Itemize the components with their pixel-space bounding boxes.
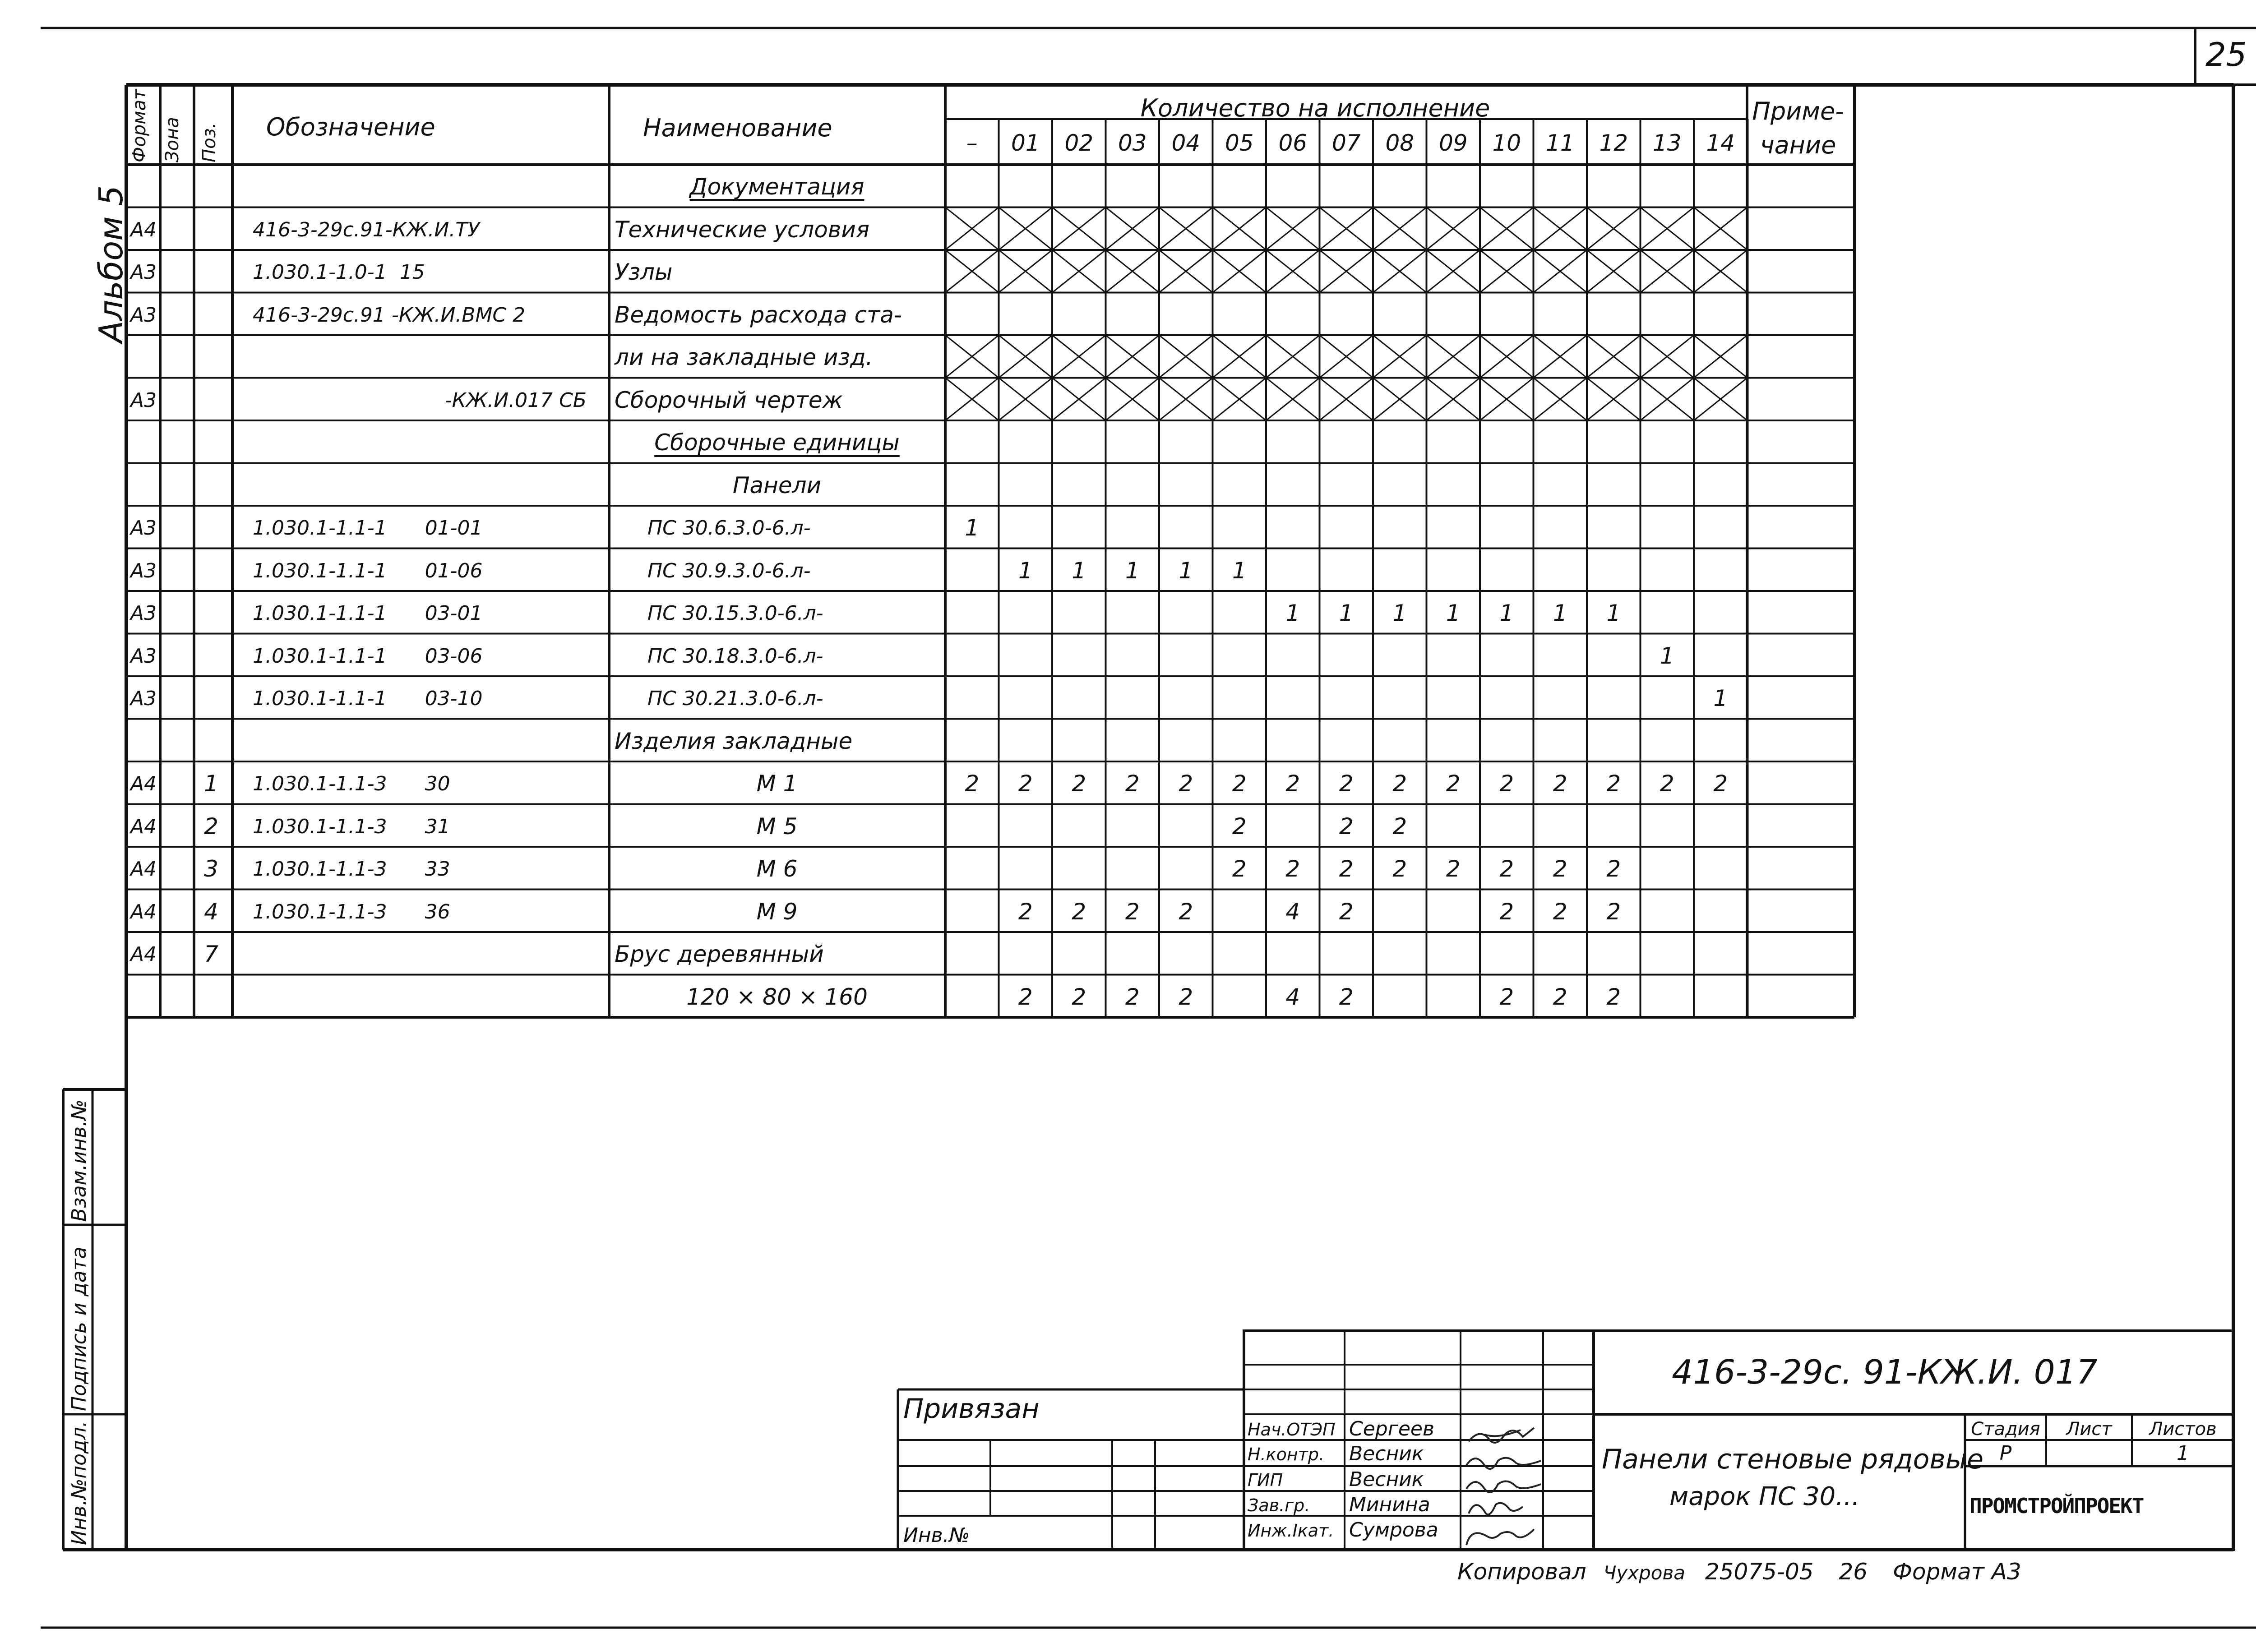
cell-qty-12: 2 (1606, 983, 1621, 1010)
cell-qty-11: 2 (1553, 771, 1567, 797)
stadiya-label: Стадия (1971, 1419, 2040, 1440)
cell-naimenovanie: М 5 (756, 813, 798, 840)
cell-naimenovanie: М 1 (756, 771, 798, 797)
sheet-number: 25 (2205, 36, 2247, 74)
page-number: 26 (1839, 1559, 1868, 1585)
variant-header-4: 04 (1171, 130, 1201, 156)
cell-poz: 3 (204, 856, 218, 882)
cell-naimenovanie: Панели (732, 472, 822, 498)
cell-qty-4: 2 (1179, 898, 1193, 925)
cell-qty-5: 2 (1232, 813, 1247, 840)
cell-format: А4 (130, 943, 157, 966)
format-label: Формат А3 (1893, 1559, 2021, 1585)
cell-naimenovanie: Сборочный чертеж (615, 387, 843, 413)
cell-format: А4 (130, 218, 157, 241)
cell-qty-2: 2 (1072, 898, 1086, 925)
cell-qty-7: 2 (1339, 813, 1354, 840)
privyazan-label: Привязан (903, 1393, 1040, 1425)
header-primechanie-1: Приме- (1752, 97, 1844, 125)
cell-qty-4: 1 (1179, 557, 1193, 584)
cell-poz: 1 (204, 771, 218, 797)
cell-naimenovanie: ПС 30.21.3.0-6.л- (647, 687, 823, 710)
cell-format: А4 (130, 815, 157, 838)
cell-qty-2: 1 (1072, 557, 1086, 584)
cell-qty-9: 2 (1446, 771, 1461, 797)
variant-header-11: 11 (1545, 130, 1575, 156)
cell-naimenovanie-section: Документация (689, 174, 864, 200)
cell-qty-14: 1 (1713, 685, 1728, 711)
stadiya-value: Р (1999, 1442, 2012, 1465)
cell-qty-0: 2 (965, 771, 980, 797)
staff-name: Сергеев (1349, 1417, 1434, 1440)
cell-qty-14: 2 (1713, 771, 1728, 797)
cell-qty-8: 2 (1392, 813, 1407, 840)
cell-qty-8: 1 (1392, 600, 1407, 626)
cell-qty-11: 2 (1553, 856, 1567, 882)
variant-header-9: 09 (1438, 130, 1468, 156)
variant-header-12: 12 (1599, 130, 1628, 156)
cell-format: А3 (130, 303, 157, 327)
cell-poz: 7 (204, 941, 218, 967)
cell-oboznachenie: 1.030.1-1.1-1 03-01 (253, 602, 483, 625)
staff-role: Нач.ОТЭП (1248, 1420, 1336, 1440)
cell-naimenovanie: ПС 30.9.3.0-6.л- (647, 559, 811, 582)
cell-format: А4 (130, 900, 157, 923)
cell-qty-4: 2 (1179, 771, 1193, 797)
cell-qty-1: 2 (1018, 983, 1033, 1010)
cell-oboznachenie: 1.030.1-1.1-3 30 (253, 772, 450, 795)
header-format: Формат (129, 89, 150, 162)
staff-name: Весник (1349, 1442, 1424, 1465)
cell-qty-8: 2 (1392, 771, 1407, 797)
variant-header-7: 07 (1331, 130, 1361, 156)
album-label: Альбом 5 (92, 185, 130, 343)
staff-role: Зав.гр. (1248, 1495, 1310, 1515)
staff-name: Сумрова (1349, 1518, 1438, 1541)
cell-qty-0: 1 (965, 515, 980, 541)
cell-qty-9: 1 (1446, 600, 1461, 626)
cell-naimenovanie: Технические условия (615, 216, 869, 243)
variant-header-0: – (966, 130, 978, 156)
cell-oboznachenie: 1.030.1-1.1-3 36 (253, 900, 450, 923)
cell-qty-8: 2 (1392, 856, 1407, 882)
document-code: 416-3-29с. 91-КЖ.И. 017 (1672, 1353, 2098, 1392)
order-number: 25075-05 (1705, 1559, 1814, 1585)
cell-qty-12: 2 (1606, 898, 1621, 925)
variant-header-6: 06 (1278, 130, 1308, 156)
title-line-2: марок ПС 30... (1669, 1482, 1860, 1511)
cell-naimenovanie: ПС 30.6.3.0-6.л- (647, 517, 811, 540)
cell-qty-2: 2 (1072, 983, 1086, 1010)
variant-header-3: 03 (1118, 130, 1147, 156)
variant-header-5: 05 (1225, 130, 1254, 156)
cell-format: А3 (130, 261, 157, 284)
cell-naimenovanie: ПС 30.15.3.0-6.л- (647, 602, 823, 625)
cell-qty-10: 2 (1499, 983, 1514, 1010)
cell-oboznachenie: 1.030.1-1.1-3 31 (253, 815, 450, 838)
organization-stamp: ПРОМСТРОЙПРОЕКТ (1969, 1494, 2144, 1518)
cell-qty-11: 2 (1553, 898, 1567, 925)
cell-qty-2: 2 (1072, 771, 1086, 797)
staff-name: Минина (1349, 1493, 1430, 1516)
cell-naimenovanie: Ведомость расхода ста- (615, 301, 902, 328)
cell-qty-6: 4 (1285, 898, 1300, 925)
cell-qty-12: 1 (1606, 600, 1621, 626)
header-primechanie-2: чание (1760, 131, 1836, 159)
cell-format: А4 (130, 858, 157, 881)
cell-qty-7: 1 (1339, 600, 1354, 626)
cell-poz: 2 (204, 813, 218, 840)
variant-header-2: 02 (1064, 130, 1094, 156)
header-naimenovanie: Наименование (643, 114, 832, 142)
cell-qty-7: 2 (1339, 771, 1354, 797)
cell-naimenovanie: ли на закладные изд. (615, 344, 873, 370)
cell-qty-7: 2 (1339, 898, 1354, 925)
copier-name: Чухрова (1603, 1562, 1685, 1584)
cell-qty-11: 1 (1553, 600, 1567, 626)
cell-naimenovanie: Узлы (615, 259, 673, 285)
cell-qty-3: 2 (1125, 898, 1140, 925)
cell-qty-11: 2 (1553, 983, 1567, 1010)
variant-header-10: 10 (1492, 130, 1521, 156)
cell-oboznachenie: 1.030.1-1.1-1 01-01 (253, 517, 483, 540)
cell-qty-10: 2 (1499, 771, 1514, 797)
header-poz: Поз. (199, 122, 220, 162)
listov-value: 1 (2177, 1442, 2189, 1465)
header-kolichestvo: Количество на исполнение (1140, 94, 1490, 122)
variant-header-8: 08 (1385, 130, 1415, 156)
inv-podl-label: Инв.№подл. (68, 1421, 91, 1545)
title-line-1: Панели стеновые рядовые (1602, 1444, 1983, 1475)
cell-format: А3 (130, 517, 157, 540)
staff-role: Инж.Iкат. (1248, 1521, 1334, 1541)
cell-qty-3: 2 (1125, 771, 1140, 797)
cell-oboznachenie: 1.030.1-1.0-1 15 (253, 261, 425, 284)
cell-poz: 4 (204, 898, 218, 925)
cell-qty-12: 2 (1606, 856, 1621, 882)
cell-qty-1: 2 (1018, 771, 1033, 797)
cell-qty-5: 2 (1232, 771, 1247, 797)
cell-oboznachenie: 1.030.1-1.1-1 01-06 (253, 559, 483, 582)
variant-header-13: 13 (1652, 130, 1682, 156)
cell-naimenovanie: 120 × 80 × 160 (686, 983, 868, 1010)
podpis-data-label: Подпись и дата (68, 1246, 91, 1411)
cell-naimenovanie: ПС 30.18.3.0-6.л- (647, 644, 823, 668)
cell-qty-6: 2 (1285, 771, 1300, 797)
vzam-inv-label: Взам.инв.№ (68, 1099, 91, 1222)
cell-qty-12: 2 (1606, 771, 1621, 797)
cell-qty-13: 1 (1660, 642, 1674, 669)
cell-qty-6: 1 (1285, 600, 1300, 626)
cell-qty-10: 2 (1499, 856, 1514, 882)
copy-footer (1457, 1559, 2021, 1585)
cell-qty-3: 1 (1125, 557, 1140, 584)
cell-qty-3: 2 (1125, 983, 1140, 1010)
cell-qty-10: 1 (1499, 600, 1514, 626)
kopiroval-label: Копировал (1457, 1559, 1586, 1585)
listov-label: Листов (2149, 1419, 2217, 1440)
staff-role: ГИП (1248, 1470, 1283, 1490)
cell-oboznachenie: 1.030.1-1.1-1 03-06 (253, 644, 483, 668)
list-label: Лист (2066, 1419, 2112, 1440)
cell-qty-5: 2 (1232, 856, 1247, 882)
inv-no-label: Инв.№ (903, 1524, 970, 1547)
cell-oboznachenie: 1.030.1-1.1-3 33 (253, 858, 450, 881)
staff-name: Весник (1349, 1468, 1424, 1491)
header-oboznachenie: Обозначение (266, 113, 435, 141)
cell-qty-9: 2 (1446, 856, 1461, 882)
cell-qty-1: 2 (1018, 898, 1033, 925)
cell-qty-5: 1 (1232, 557, 1247, 584)
variant-header-1: 01 (1011, 130, 1040, 156)
staff-role: Н.контр. (1248, 1444, 1325, 1464)
cell-format: А4 (130, 772, 157, 795)
cell-format: А3 (130, 388, 157, 412)
cell-oboznachenie: -КЖ.И.017 СБ (444, 388, 587, 412)
cell-format: А3 (130, 559, 157, 582)
cell-format: А3 (130, 602, 157, 625)
cell-oboznachenie: 1.030.1-1.1-1 03-10 (253, 687, 483, 710)
cell-format: А3 (130, 644, 157, 668)
cell-qty-7: 2 (1339, 983, 1354, 1010)
variant-header-14: 14 (1706, 130, 1735, 156)
cell-qty-13: 2 (1660, 771, 1674, 797)
cell-naimenovanie: Брус деревянный (615, 941, 824, 967)
cell-naimenovanie: М 6 (756, 856, 798, 882)
cell-oboznachenie: 416-3-29с.91-КЖ.И.ТУ (253, 218, 480, 241)
cell-naimenovanie: Изделия закладные (615, 728, 853, 754)
cell-naimenovanie-section: Сборочные единицы (654, 429, 900, 456)
cell-qty-7: 2 (1339, 856, 1354, 882)
cell-qty-4: 2 (1179, 983, 1193, 1010)
cell-qty-1: 1 (1018, 557, 1033, 584)
cell-oboznachenie: 416-3-29с.91 -КЖ.И.ВМС 2 (253, 303, 526, 327)
cell-qty-10: 2 (1499, 898, 1514, 925)
cell-naimenovanie: М 9 (756, 898, 798, 925)
cell-qty-6: 2 (1285, 856, 1300, 882)
cell-qty-6: 4 (1285, 983, 1300, 1010)
cell-format: А3 (130, 687, 157, 710)
header-zona: Зона (162, 117, 183, 162)
